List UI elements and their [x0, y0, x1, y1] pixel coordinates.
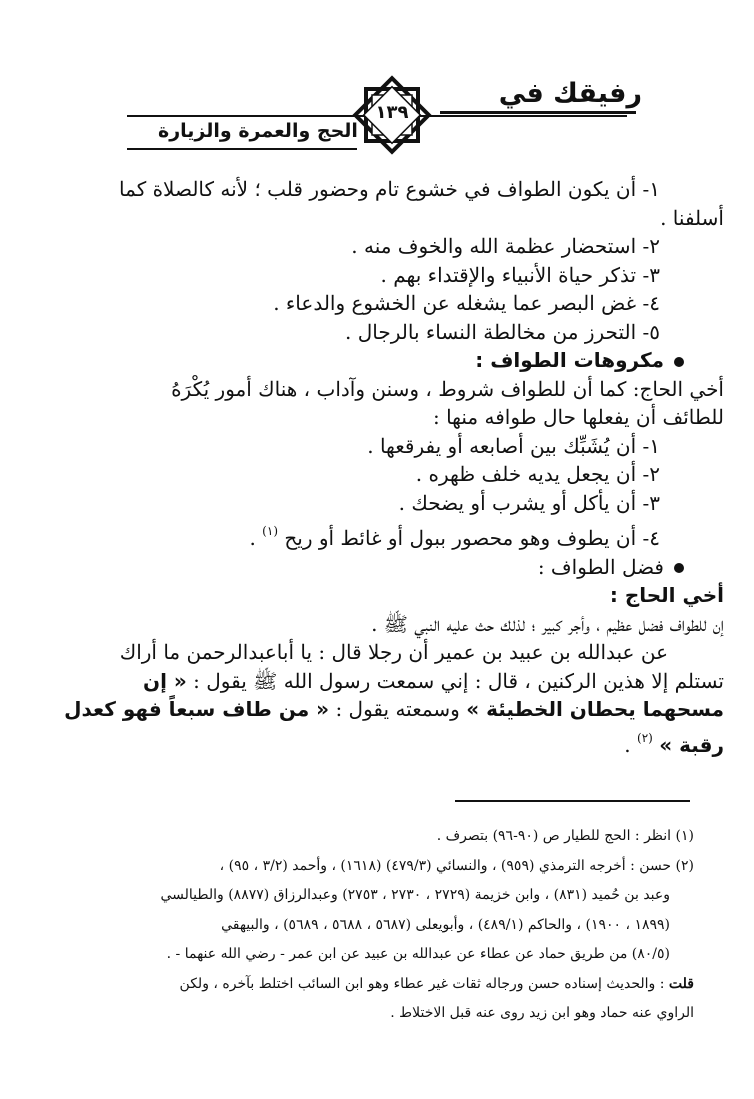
text-line	[34, 724, 724, 760]
page-number: ١٣٩	[375, 102, 409, 123]
text-span: تستلم إلا هذين الركنين ، قال : إني سمعت رسول الله ﷺ يقول :	[193, 668, 724, 693]
text-span: : والحديث إسناده حسن ورجاله ثقات غير عطاء وهو ابن السائب اختلط بآخره ، ولكن	[179, 975, 665, 992]
text-span: .	[249, 526, 256, 550]
footnote-label: قلت	[668, 975, 694, 992]
text-line: ٢- استحضار عظمة الله والخوف منه .	[351, 234, 660, 258]
text-line: ٤- غض البصر عما يشغله عن الخشوع والدعاء .	[273, 291, 660, 315]
section-heading	[34, 346, 724, 375]
text-span: .	[624, 732, 631, 757]
text-line: ٥- التحرز من مخالطة النساء بالرجال .	[345, 319, 660, 344]
page-number-badge	[352, 75, 432, 155]
text-span: ٤- أن يطوف وهو محصور ببول أو غائط أو ريح	[284, 526, 660, 550]
footnote-ref: (١)	[262, 524, 278, 538]
akhi-heading: أخي الحاج :	[609, 583, 724, 607]
book-subtitle: الحج والعمرة والزيارة	[158, 120, 358, 142]
hadith-span: مسحهما يحطان الخطيئة »	[466, 697, 724, 721]
text-line: ١- أن يكون الطواف في خشوع تام وحضور قلب ؛ لأنه كالصلاة كما	[119, 177, 660, 201]
footnote-line: الراوي عنه حماد وهو ابن زيد روى عنه قبل الاختلاط .	[390, 1005, 694, 1021]
hadith-span: « من طاف سبعاً فهو كعدل	[64, 697, 330, 721]
text-line: عن عبدالله بن عبيد بن عمير أن رجلا قال : يا أباعبدالرحمن ما أراك	[119, 640, 668, 664]
text-line	[34, 667, 724, 696]
text-line	[34, 695, 724, 724]
text-line: أخي الحاج: كما أن للطواف شروط ، وسنن وآداب ، هناك أمور يُكْرَهُ	[171, 376, 724, 401]
text-line: أسلفنا .	[660, 205, 724, 230]
text-span: وسمعته يقول :	[335, 697, 460, 721]
text-line: ٢- أن يجعل يديه خلف ظهره .	[415, 462, 660, 486]
footnote-ref: (٢)	[637, 730, 653, 745]
header-rule-bottom	[127, 148, 357, 150]
footnote-separator	[455, 800, 690, 802]
page-header	[0, 0, 754, 160]
main-text	[34, 175, 724, 759]
section-heading	[34, 553, 724, 582]
footnote-line	[54, 970, 694, 1000]
footnote-line: (٨٠/٥) من طريق حماد عن عطاء عن عبدالله بن عبيد عن ابن عمر - رضي الله عنهما - .	[166, 946, 670, 962]
footnotes	[54, 822, 694, 1029]
footnote-line: (١) انظر : الحج للطيار ص (٩٠-٩٦) بتصرف .	[436, 828, 694, 844]
bullet-icon	[674, 563, 684, 573]
text-line: للطائف أن يفعلها حال طوافه منها :	[432, 405, 724, 429]
heading-fadl: فضل الطواف :	[537, 554, 664, 579]
footnote-line: وعبد بن حُميد (٨٣١) ، وابن خزيمة (٢٧٢٩ ، ٢٧٣٠ ، ٢٧٥٣) وعبدالرزاق (٨٨٧٧) والطيالسي	[160, 887, 670, 903]
text-line	[34, 517, 724, 553]
header-rule-top	[440, 111, 636, 114]
bullet-icon	[674, 357, 684, 367]
text-line: إن للطواف فضل عظيم ، وأجر كبير ؛ لذلك حث عليه النبي ﷺ .	[371, 611, 724, 636]
book-title: رفيقك في	[498, 78, 642, 109]
text-line: ٣- أن يأكل أو يشرب أو يضحك .	[398, 490, 660, 515]
text-line: ١- أن يُشَبِّك بين أصابعه أو يفرقعها .	[367, 433, 660, 458]
hadith-span: « إن	[143, 668, 187, 693]
heading-makruhat: مكروهات الطواف :	[475, 348, 664, 372]
text-line: ٣- تذكر حياة الأنبياء والإقتداء بهم .	[380, 262, 660, 287]
hadith-span: رقبة »	[659, 732, 724, 757]
footnote-line: (٢) حسن : أخرجه الترمذي (٩٥٩) ، والنسائي (٤٧٩/٣) (١٦١٨) ، وأحمد (٣/٢ ، ٩٥) ،	[219, 857, 694, 874]
footnote-line: (١٨٩٩ ، ١٩٠٠) ، والحاكم (٤٨٩/١) ، وأبويعلى (٥٦٨٧ ، ٥٦٨٨ ، ٥٦٨٩) ، والبيهقي	[221, 916, 670, 933]
